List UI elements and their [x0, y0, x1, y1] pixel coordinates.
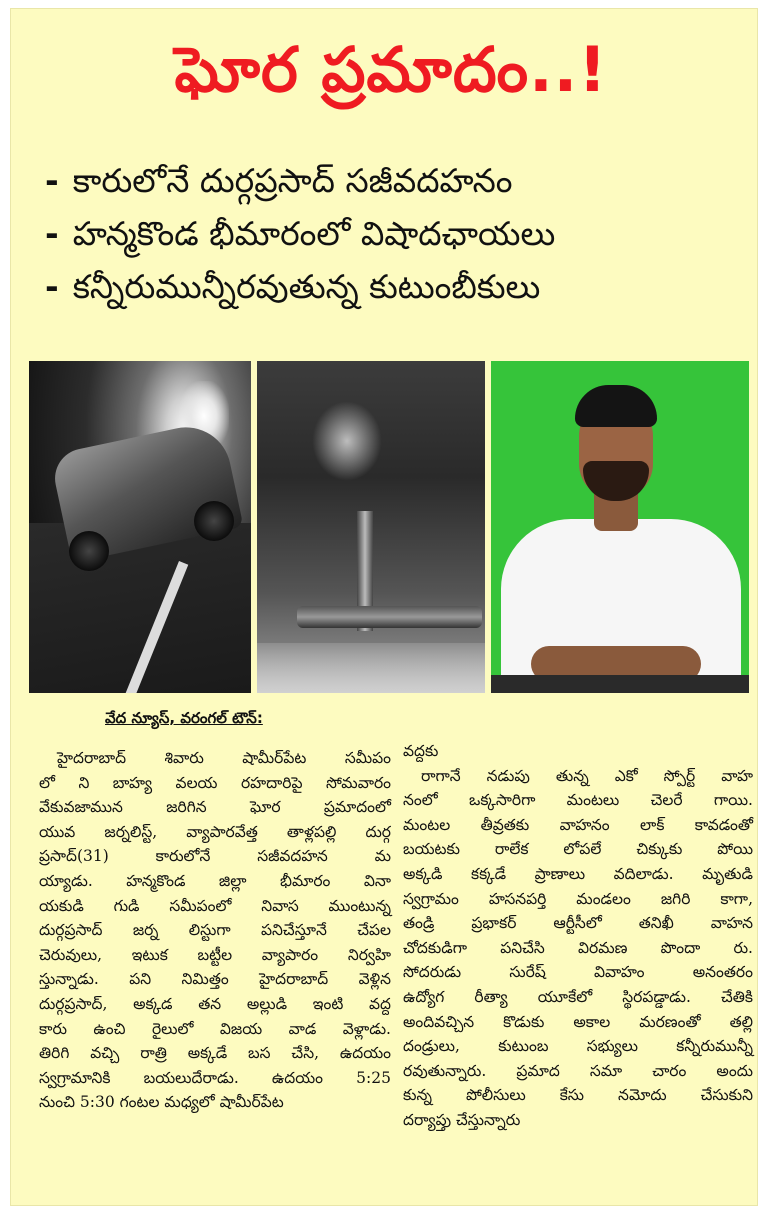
- photo-smoke: [312, 401, 382, 481]
- portrait-hair: [575, 385, 657, 427]
- article-line: బయటకు రాలేక లోపలే చిక్కుకు పోయి: [403, 840, 753, 859]
- article-line: నంలో ఒక్కసారిగా మంటలు చెలరే గాయి.: [403, 791, 753, 810]
- article-line: అందివచ్చిన కొడుకు అకాల మరణంతో తల్లి: [403, 1012, 753, 1031]
- photo-burnt-axle: [297, 606, 482, 628]
- article-line: యకుడి గుడి సమీపంలో నివాస ముంటున్న: [39, 896, 391, 915]
- portrait-beard: [583, 461, 649, 501]
- article-line: దుర్గప్రసాద్ జర్న లిస్టుగా పనిచేస్తూనే చేపల: [39, 921, 391, 940]
- article-line: తండ్రి ప్రభాకర్ ఆర్టీసీలో తనిఖీ వాహన: [403, 914, 753, 933]
- article-line: తిరిగి వచ్చి రాత్రి అక్కడే బస చేసి, ఉదయం: [39, 1044, 391, 1063]
- article-line: చెరువులు, ఇటుక బట్టీల వ్యాపారం నిర్వహి: [39, 945, 391, 964]
- article-line: ప్రసాద్(31) కారులోనే సజీవదహన మ: [39, 847, 391, 866]
- article-line: రాగానే నడుపు తున్న ఎకో స్పోర్ట్ వాహ: [421, 766, 753, 785]
- article-line: కారు ఉంచి రైలులో విజయ వాడ వెళ్లాడు.: [39, 1019, 391, 1038]
- article-column-left: [39, 746, 391, 1115]
- article-line: యువ జర్నలిస్ట్, వ్యాపారవేత్త తాళ్లపల్లి దుర్గ: [39, 822, 391, 841]
- article-line: దుర్గప్రసాద్, అక్కడ తన అల్లుడి ఇంటి వద్ద: [39, 994, 391, 1013]
- car-wreckage-photo: [257, 361, 485, 693]
- article-line: మంటల తీవ్రతకు వాహనం లాక్ కావడంతో: [403, 815, 753, 834]
- bullet-dash: -: [45, 214, 59, 253]
- bullet-dash: -: [45, 161, 59, 200]
- photo-ash-debris: [257, 643, 485, 693]
- photo-wheel: [194, 501, 234, 541]
- article-line: అక్కడి కక్కడే ప్రాణాలు వదిలాడు. మృతుడి: [403, 864, 753, 883]
- article-line: నుంచి 5:30 గంటల మధ్యలో షామీర్‌పేట: [39, 1093, 284, 1112]
- bullet-dash: -: [45, 267, 59, 306]
- subheadline-list: [45, 154, 745, 313]
- photo-wheel: [69, 531, 109, 571]
- byline: వేద న్యూస్, వరంగల్ టౌన్:: [105, 709, 263, 727]
- subheadline: - హన్మకొండ భీమారంలో విషాదఛాయలు: [45, 214, 556, 253]
- article-line: య్యాడు. హన్మకొండ జిల్లా భీమారం వినా: [39, 871, 391, 890]
- news-clipping: [10, 8, 758, 1206]
- burning-car-photo: [29, 361, 251, 693]
- subheadline: - కన్నీరుమున్నీరవుతున్న కుటుంబీకులు: [45, 267, 541, 306]
- article-line: స్వగ్రామానికి బయలుదేరాడు. ఉదయం 5:25: [39, 1068, 391, 1087]
- article-line: వేకువజామున జరిగిన ఘోర ప్రమాదంలో: [39, 798, 391, 817]
- portrait-table: [491, 675, 749, 693]
- article-line: దండ్రులు, కుటుంబ సభ్యులు కన్నీరుమున్నీ: [403, 1037, 753, 1056]
- article-line: చోదకుడిగా పనిచేసి విరమణ పొందా రు.: [403, 938, 753, 957]
- article-line: లో ని బాహ్య వలయ రహదారిపై సోమవారం: [39, 773, 391, 792]
- subheadline: - కారులోనే దుర్గప్రసాద్ సజీవదహనం: [45, 161, 513, 200]
- article-line: స్తున్నాడు. పని నిమిత్తం హైదరాబాద్ వెళ్లిన: [39, 970, 391, 989]
- headline: ఘోర ప్రమాదం..!: [174, 33, 608, 106]
- article-line: స్వగ్రామం హసనపర్తి మండలం జగిరి కాగా,: [403, 889, 753, 908]
- article-column-right: [403, 739, 753, 1133]
- article-line: వద్దకు: [403, 742, 439, 760]
- article-line: సోదరుడు సురేష్ వివాహం అనంతరం: [403, 963, 753, 982]
- article-line: దర్యాప్తు చేస్తున్నారు: [403, 1110, 521, 1129]
- article-line: కున్న పోలీసులు కేసు నమోదు చేసుకుని: [403, 1086, 753, 1105]
- article-line: ఉద్యోగ రీత్యా యూకేలో స్థిరపడ్డాడు. చేతికి: [403, 987, 753, 1006]
- victim-portrait-photo: [491, 361, 749, 693]
- article-line: రవుతున్నారు. ప్రమాద సమా చారం అందు: [403, 1061, 753, 1080]
- article-line: హైదరాబాద్ శివారు షామీర్‌పేట సమీపం: [57, 749, 391, 767]
